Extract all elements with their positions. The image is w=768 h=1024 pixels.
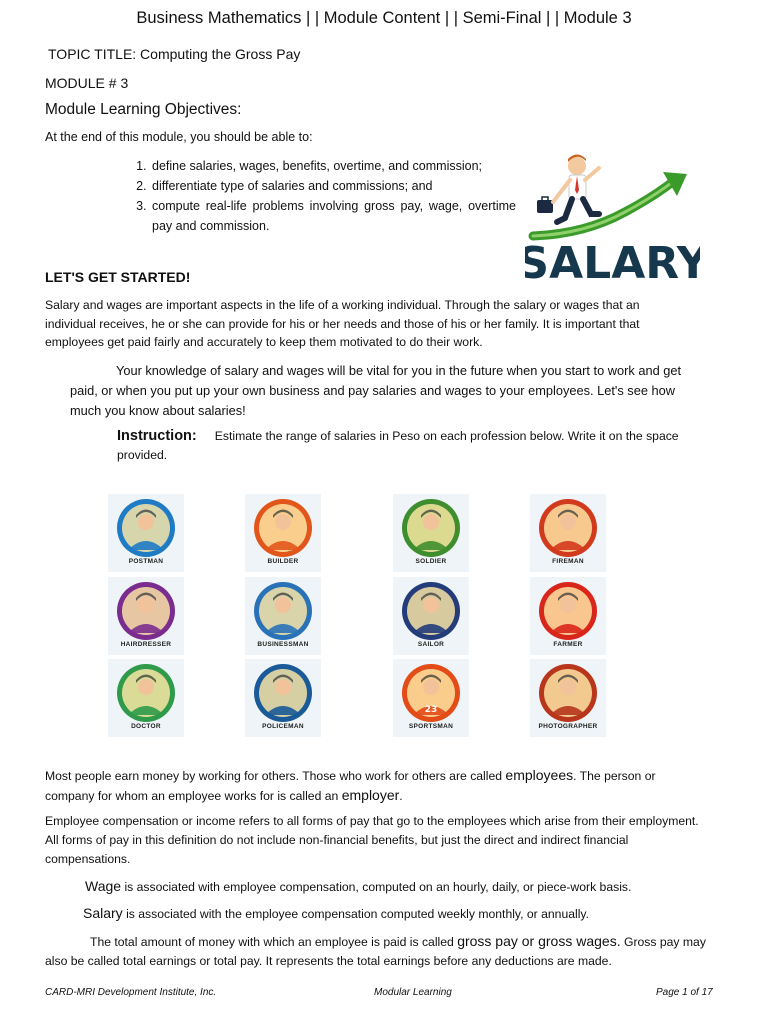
- gross-pay-text-1: The total amount of money with which an employee is paid is called: [90, 935, 458, 949]
- objectives-intro: At the end of this module, you should be able to:: [45, 130, 313, 144]
- businessman-on-rising-arrow-icon: [525, 152, 700, 287]
- objectives-list: [128, 156, 516, 236]
- profession-label: HAIRDRESSER: [120, 641, 172, 648]
- profession-card: [530, 577, 606, 655]
- policeman-icon: [251, 663, 315, 723]
- photographer-icon: [536, 663, 600, 723]
- profession-card: [393, 577, 469, 655]
- objective-item: 2. differentiate type of salaries and commissions; and: [150, 176, 516, 196]
- postman-icon: [114, 498, 178, 558]
- hairdresser-icon: [114, 581, 178, 641]
- profession-label: POSTMAN: [128, 558, 164, 565]
- profession-card: [530, 494, 606, 572]
- gross-pay-text-2: Gross pay may also be called total earnings or total pay. It represents the total earnings before any deductions are made.: [45, 935, 706, 968]
- profession-card: [393, 494, 469, 572]
- instruction-text: Estimate the range of salaries in Peso on each profession below. Write it on the space provided.: [117, 429, 679, 462]
- profession-card: [108, 577, 184, 655]
- knowledge-paragraph: Your knowledge of salary and wages will be vital for you in the future when you start to work and get paid, or when you put up your own business and pay salaries and wages to your employees. Let's see how much you know about salaries!: [70, 363, 682, 418]
- farmer-icon: [536, 581, 600, 641]
- document-header: Business Mathematics | | Module Content | | Semi-Final | | Module 3: [136, 9, 632, 27]
- profession-label: BUSINESSMAN: [257, 641, 309, 648]
- builder-icon: [251, 498, 315, 558]
- lets-get-started-heading: LET'S GET STARTED!: [45, 269, 191, 285]
- module-number: MODULE # 3: [45, 75, 129, 91]
- term-gross-pay: gross pay or gross wages.: [457, 933, 621, 949]
- objectives-heading: Module Learning Objectives:: [45, 101, 242, 118]
- term-employees: employees: [505, 767, 574, 783]
- footer-institute: CARD-MRI Development Institute, Inc.: [45, 987, 217, 998]
- sailor-icon: [399, 581, 463, 641]
- profession-card: [245, 659, 321, 737]
- gross-pay-paragraph: [45, 932, 720, 971]
- footer-page-number: Page 1 of 17: [656, 987, 713, 998]
- profession-card: [393, 659, 469, 737]
- topic-title: TOPIC TITLE: Computing the Gross Pay: [48, 46, 301, 62]
- employees-text-1: Most people earn money by working for others. Those who work for others are called: [45, 769, 506, 783]
- term-wage: Wage: [85, 878, 122, 894]
- profession-card: [530, 659, 606, 737]
- objective-item: 3. compute real-life problems involving gross pay, wage, overtime pay and commission.: [150, 196, 516, 236]
- profession-card: [108, 494, 184, 572]
- profession-card: [245, 577, 321, 655]
- profession-card: [108, 659, 184, 737]
- salary-illustration: [525, 152, 700, 287]
- profession-label: FARMER: [553, 641, 583, 648]
- objective-item: 1. define salaries, wages, benefits, overtime, and commission;: [150, 156, 516, 176]
- profession-label: BUILDER: [267, 558, 299, 565]
- compensation-paragraph: Employee compensation or income refers to all forms of pay that go to the employees which arise from their employment. All forms of pay in this definition do not include non-financial benefits, but just the direct and indirect financial compensations.: [45, 814, 699, 866]
- profession-label: SPORTSMAN: [408, 723, 454, 730]
- profession-label: PHOTOGRAPHER: [538, 723, 598, 730]
- fireman-icon: [536, 498, 600, 558]
- salary-definition: [83, 904, 703, 924]
- wage-text: is associated with employee compensation, computed on an hourly, daily, or piece-work basis.: [121, 880, 632, 894]
- employees-text-2: . The person or company for whom an employee works for is called an: [45, 769, 656, 803]
- profession-label: POLICEMAN: [262, 723, 304, 730]
- term-employer: employer: [341, 787, 400, 803]
- soldier-icon: [399, 498, 463, 558]
- profession-card: [245, 494, 321, 572]
- employees-paragraph: [45, 766, 695, 806]
- businessman-icon: [251, 581, 315, 641]
- salary-text: is associated with the employee compensation computed weekly monthly, or annually.: [122, 907, 589, 921]
- doctor-icon: [114, 663, 178, 723]
- employees-text-3: .: [399, 789, 403, 803]
- footer-center: Modular Learning: [374, 987, 452, 998]
- instruction-label: Instruction:: [117, 428, 197, 444]
- term-salary: Salary: [83, 905, 123, 921]
- profession-label: SAILOR: [417, 641, 445, 648]
- profession-label: FIREMAN: [552, 558, 584, 565]
- instruction-block: [117, 427, 707, 465]
- jersey-number: 23: [424, 705, 438, 715]
- salary-word: SALARY: [525, 238, 700, 287]
- wage-definition: [85, 877, 705, 897]
- sportsman-icon: [399, 663, 463, 723]
- profession-label: SOLDIER: [415, 558, 447, 565]
- intro-paragraph: Salary and wages are important aspects in the life of a working individual. Through the salary or wages that an individual receives, he or she can provide for his or her needs and those of his or her family. It is important that employees get paid fairly and accurately to keep them motivated to do their work.: [45, 298, 640, 350]
- profession-label: DOCTOR: [131, 723, 161, 730]
